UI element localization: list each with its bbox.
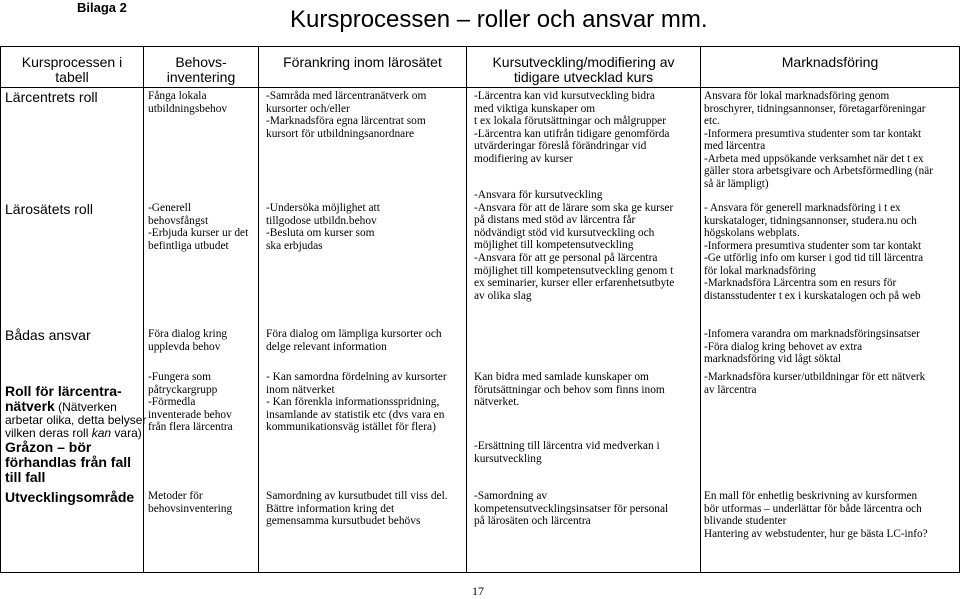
row-label-learning-centre: Lärcentrets roll [5, 89, 98, 105]
development-area-needs: Metoder för behovsinventering [148, 490, 233, 515]
learning-centre-anchoring: -Samråda med lärcentranätverk om kursorter och/eller -Marknadsföra egna lärcentrat som kursort för utbildningsanordnare [266, 90, 427, 140]
header-anchoring: Förankring inom lärosätet [283, 54, 442, 70]
development-area-development: -Samordning av kompetensutvecklingsinsatser för personal på lärosäten och lärcentra [474, 490, 669, 528]
column-divider-4 [700, 46, 701, 573]
header-bottom-border [0, 87, 960, 88]
header-marketing: Marknadsföring [781, 54, 879, 70]
network-label-bold: Roll för lärcentra- nätverk [5, 383, 122, 414]
row-label-grey-zone: Gråzon – bör förhandlas från fall till fall [5, 439, 132, 485]
column-divider-3 [466, 46, 467, 573]
page-title: Kursprocessen – roller och ansvar mm. [290, 6, 708, 33]
header-process: Kursprocessen i tabell [21, 54, 123, 85]
learning-centre-marketing: Ansvara för lokal marknadsföring genom broschyrer, tidningsannonser, företagarföreningar etc. -Informera presumtiva studenter som tar kontakt med lärcentra -Arbeta med uppsökande verksamhet när det t ex gäller stora arbetsgivare och Arbetsförmedling (när så är lämpligt) [704, 90, 933, 190]
column-divider-1 [143, 46, 144, 573]
shared-needs: Föra dialog kring upplevda behov [148, 328, 228, 353]
development-area-anchoring: Samordning av kursutbudet till viss del. Bättre information kring det gemensamma kursutbudet behövs [266, 490, 448, 528]
shared-anchoring: Föra dialog om lämpliga kursorter och delge relevant information [266, 328, 442, 353]
network-marketing: -Marknadsföra kurser/utbildningar för ett nätverk av lärcentra [704, 371, 926, 396]
shared-marketing: -Infomera varandra om marknadsföringsinsatser -Föra dialog kring behovet av extra marknadsföring vid lågt söktal [704, 328, 920, 365]
grey-zone-development: -Ersättning till lärcentra vid medverkan i kursutveckling [474, 440, 660, 465]
row-label-university: Lärosätets roll [5, 201, 93, 217]
table-top-border [0, 46, 960, 47]
university-development: -Ansvara för kursutveckling -Ansvara för att de lärare som ska ge kurser på distans med stöd av lärcentra får nödvändigt stöd vid kursutveckling och möjlighet till kompetensutveckling -Ansvara för att ge personal på lärcentra möjlighet till kompetensutveckling genom t ex seminarier, kurser eller erfarenhetsutbyte av olika slag [474, 189, 675, 302]
network-label-rest: (Nätverken arbetar olika, detta belyser vilken deras roll [5, 400, 147, 440]
network-development: Kan bidra med samlade kunskaper om förutsättningar och behov som finns inom nätverket. [474, 371, 665, 409]
header-needs-inventory: Behovs- inventering [166, 54, 236, 85]
table-bottom-border [0, 572, 960, 573]
header-course-development: Kursutveckling/modifiering av tidigare utvecklad kurs [492, 54, 675, 85]
network-needs: -Fungera som påtryckargrupp -Förmedla inventerade behov från flera lärcentra [148, 371, 233, 434]
row-label-shared: Bådas ansvar [5, 327, 91, 343]
row-label-network [5, 371, 146, 440]
network-anchoring: - Kan samordna fördelning av kursorter inom nätverket - Kan förenkla informationsspridning, insamlande av statistik etc (dvs vara en kommunikationsväg istället för flera) [266, 371, 447, 434]
development-area-marketing: En mall för enhetlig beskrivning av kursformen bör utformas – underlättar för både lärcentra och blivande studenter Hantering av webstudenter, hur ge bästa LC-info? [704, 490, 928, 540]
learning-centre-needs: Fånga lokala utbildningsbehov [148, 90, 228, 115]
table-left-border [0, 46, 1, 573]
learning-centre-development: -Lärcentra kan vid kursutveckling bidra med viktiga kunskaper om t ex lokala förutsättningar och målgrupper -Lärcentra kan utifrån tidigare genomförda utvärderingar föreslå förändringar vid modifiering av kurser [474, 90, 670, 165]
annex-label: Bilaga 2 [77, 0, 127, 15]
page-number: 17 [472, 584, 484, 598]
network-label-end: vara) [111, 426, 142, 440]
network-label-italic: kan [91, 426, 112, 440]
column-divider-2 [258, 46, 259, 573]
university-anchoring: -Undersöka möjlighet att tillgodose utbildn.behov -Besluta om kurser som ska erbjudas [266, 202, 380, 252]
row-label-development-area: Utvecklingsområde [5, 489, 135, 505]
university-marketing: - Ansvara för generell marknadsföring i t ex kurskataloger, tidningsannonser, studera.nu och högskolans webplats. -Informera presumtiva studenter som tar kontakt -Ge utförlig info om kurser i god tid till lärcentra för lokal marknadsföring -Marknadsföra Lärcentra som en resurs för distansstudenter t ex i kurskatalogen och på web [704, 202, 924, 302]
university-needs: -Generell behovsfångst -Erbjuda kurser ur det befintliga utbudet [148, 202, 249, 252]
